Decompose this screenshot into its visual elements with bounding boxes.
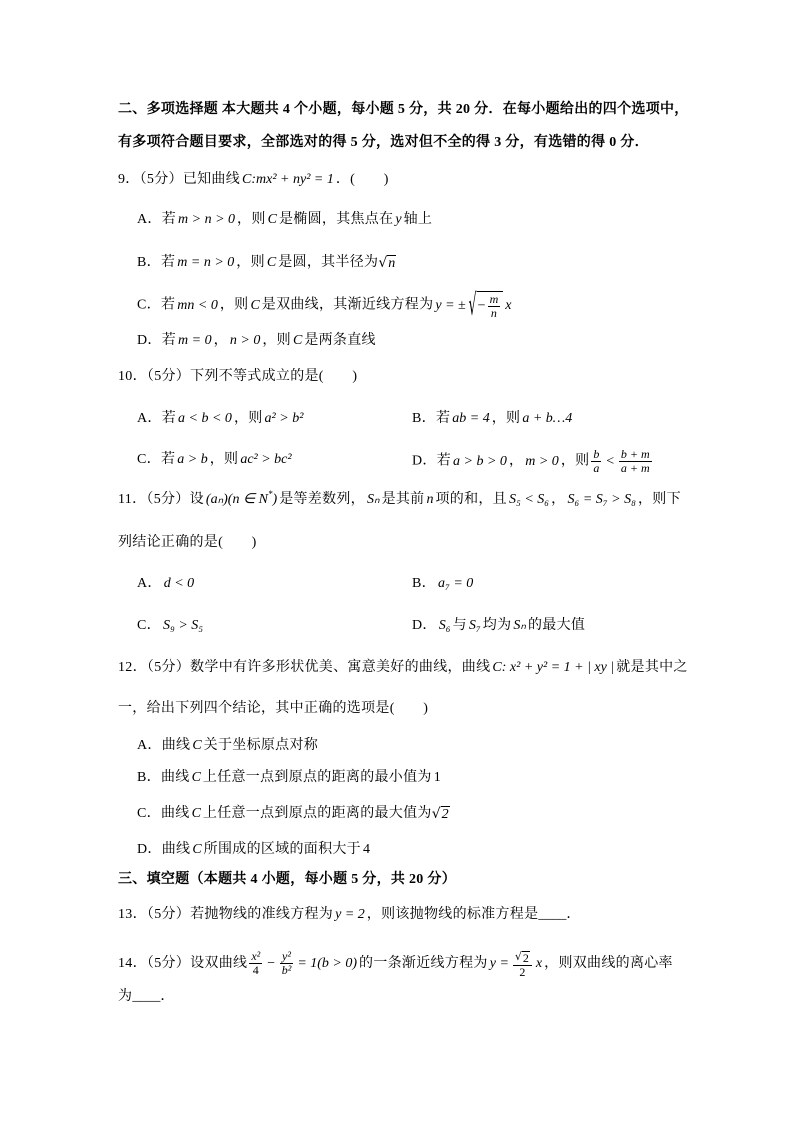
question-text: 设 [189,492,204,507]
answer-parentheses: ．( ) [335,172,389,187]
math-expression: a² > b² [264,411,304,426]
fraction-denominator: n [490,306,497,320]
question-text: 是等差数列， [279,492,365,507]
fraction-numerator: b [593,447,600,461]
fraction-denominator: a [593,461,600,475]
question-score: （5分） [139,172,183,187]
square-root [378,255,396,271]
question-number: 14． [118,955,147,971]
question-score: （5分） [146,907,191,922]
option-text: ，则 [236,255,265,270]
question-text: 设双曲线 [190,955,248,971]
option-text: 上任意一点到原点的距离的最大值为 [202,806,432,821]
option-text: ， [213,333,228,348]
q11-option-d [412,614,585,638]
math-expression: m = n > 0 [177,255,235,270]
question-text: ． [160,989,175,1004]
option-label: D． [137,842,162,857]
question-text: 下列不等式成立的是( ) [190,369,358,384]
math-expression: ac² > bc² [240,452,292,467]
q10-option-d [412,447,654,475]
option-label: D． [412,618,437,633]
question-number: 13． [118,907,147,922]
option-label: D． [137,333,162,348]
fraction-denominator: 4 [252,963,259,978]
math-expression: Sₙ [367,492,380,507]
option-label: C． [137,806,161,821]
question-text: 的一条渐近线方程为 [359,955,488,971]
question-number: 9． [118,172,140,187]
math-expression: m > n > 0 [178,212,236,227]
option-text: 若 [160,255,176,270]
question-14 [118,948,673,980]
math-expression: C [266,255,277,270]
q12-option-a [137,734,318,758]
option-text: ， [508,453,524,469]
section-heading-multiple-choice-line1: 二、多项选择题 本大题共 4 个小题，每小题 5 分，共 20 分．在每小题给出的四个选项中， [118,102,689,117]
question-number: 11． [118,492,147,507]
math-expression: a > b [177,452,208,467]
fraction-numerator: y² [280,950,294,964]
option-label: B． [412,576,436,591]
option-text: ，则 [491,411,521,426]
math-expression: − [266,955,276,971]
math-expression: C [250,297,260,313]
option-text: 上任意一点到原点的距离的最小值为 [202,770,432,785]
q11-option-c [137,614,205,638]
fraction-numerator: b + m [620,447,650,461]
q12-option-c [137,802,450,826]
question-9-stem [118,168,389,192]
math-expression: x [505,297,512,313]
option-text: 若 [160,452,176,467]
math-expression: C [267,212,277,227]
option-label: A． [137,576,162,591]
question-text: 若抛物线的准线方程为 [190,907,334,922]
q9-option-b [137,251,396,275]
option-text: ，则 [237,212,266,227]
option-text: 若 [435,411,451,426]
option-label: A． [137,738,162,753]
math-expression: Sₙ [513,618,526,633]
math-expression: S₆ = S₇ > S₈ [567,492,636,507]
option-text: 均为 [482,618,512,633]
option-text: ，则 [262,333,291,348]
option-label: B． [137,255,161,270]
math-expression: mn < 0 [177,297,218,313]
math-expression: ab = 4 [452,411,490,426]
question-11-stem-line2: 列结论正确的是( ) [118,535,257,550]
math-expression: C: x² + y² = 1 + | xy | [492,660,615,675]
minus-sign: − [477,298,486,314]
question-12-stem-line2: 一，给出下列四个结论，其中正确的选项是( ) [118,701,429,716]
question-text: ，则双曲线的离心率 [544,955,673,971]
option-text: 的最大值 [527,618,586,633]
option-text: 是两条直线 [304,333,376,348]
option-label: A． [137,212,162,227]
math-expression: a + b…4 [522,411,573,426]
option-text: 所围成的区域的面积大于 [203,842,361,857]
superscript: * [268,489,273,499]
math-expression: a₇ = 0 [437,576,474,591]
radical-sign: √ [514,950,522,964]
math-expression: m = 0 [178,333,212,348]
fraction [591,448,601,475]
option-text: ，则 [560,453,590,469]
option-text: 是椭圆，其焦点在 [279,212,394,227]
radicand [477,291,504,320]
question-text: ． [566,907,581,922]
radicand: 2 [441,806,449,822]
fraction-numerator: x² [251,949,261,964]
math-expression: m > 0 [525,453,559,469]
option-text: 曲线 [161,738,191,753]
question-13 [118,903,581,927]
math-expression: y = ± [435,297,466,313]
question-12-stem [118,656,688,680]
option-text: 是圆，其半径为 [278,255,379,270]
option-text: 曲线 [161,842,191,857]
fraction [249,950,262,977]
fraction [280,950,294,977]
option-text: ，则 [233,411,263,426]
fraction [619,448,652,475]
math-expression: C [192,738,202,753]
question-text: 是其前 [381,492,425,507]
question-text: ，则下 [637,492,681,507]
fraction-numerator: m [489,292,499,306]
option-label: C． [137,618,161,633]
q10-option-c [137,448,294,472]
q12-option-d [137,838,372,862]
math-expression: S₆ [438,618,451,633]
option-label: C． [137,297,161,313]
option-text: 关于坐标原点对称 [203,738,319,753]
math-expression: y = [489,955,509,971]
question-text: ， [551,492,566,507]
q11-option-a [137,572,196,596]
fraction-numerator [513,948,532,966]
option-label: D． [412,453,437,469]
radical-sign: √ [431,805,441,822]
fraction [488,293,501,320]
math-expression [205,489,278,507]
option-text: 若 [161,411,177,426]
option-label: A． [137,411,162,426]
math-expression: = 1(b > 0) [297,955,358,971]
math-expression: C [191,806,201,821]
fraction [513,948,532,979]
math-expression: n > 0 [229,333,261,348]
q11-option-b [412,572,475,596]
question-number: 12． [118,660,147,675]
option-text: 曲线 [160,806,190,821]
question-text: 已知曲线 [182,172,241,187]
option-text: 是双曲线，其渐近线方程为 [261,297,434,313]
math-expression: y = 2 [335,907,365,922]
math-expression: x [535,955,543,971]
radical-sign: √ [468,288,477,323]
math-expression: d < 0 [163,576,195,591]
answer-blank: ____ [132,989,161,1004]
section-heading-multiple-choice-line2: 有多项符合题目要求，全部选对的得 5 分，选对但不全的得 3 分，有选错的得 0 分． [118,135,649,150]
question-text: 数学中有许多形状优美、寓意美好的曲线，曲线 [190,660,491,675]
square-root [515,948,530,965]
question-10-stem [118,365,357,389]
q9-option-c [137,288,513,323]
math-part: ) [272,492,278,507]
question-14-line2 [118,985,175,1009]
math-expression: S₉ > S₅ [162,618,204,633]
option-text: 若 [160,297,176,313]
answer-blank: ____ [538,907,567,922]
question-text: ，则该抛物线的标准方程是 [366,907,539,922]
math-expression: < [605,453,615,469]
question-text: 项的和，且 [435,492,507,507]
math-expression: n [426,492,434,507]
square-root [468,288,504,323]
math-part: (aₙ)(n ∈ N [205,492,269,507]
q10-option-a [137,407,305,431]
option-label: C． [137,452,161,467]
square-root [432,806,450,822]
math-expression: C:mx² + ny² = 1 [242,172,334,187]
math-expression: S₇ [468,618,481,633]
question-score: （5分） [146,492,190,507]
option-label: B． [412,411,436,426]
question-score: （5分） [146,660,191,675]
math-expression: 1 [433,770,441,785]
option-text: 与 [452,618,467,633]
math-expression: 4 [362,842,370,857]
radicand: 2 [522,950,529,965]
math-expression: C [192,842,202,857]
q9-option-a [137,208,432,232]
question-score: （5分） [146,955,191,971]
option-text: 若 [436,453,452,469]
math-expression: y [395,212,402,227]
question-text: 为 [118,989,133,1004]
q12-option-b [137,766,443,790]
fraction-denominator: a + m [620,461,650,475]
math-expression: C [191,770,201,785]
option-text: 若 [161,333,177,348]
option-label: B． [137,770,161,785]
question-text: 就是其中之 [616,660,688,675]
q9-option-d [137,329,376,353]
fraction-denominator: b² [281,963,292,978]
option-text: ，则 [209,452,239,467]
math-expression: C [292,333,303,348]
question-number: 10． [118,369,147,384]
math-expression: a < b < 0 [178,411,232,426]
option-text: 曲线 [160,770,190,785]
section-heading-fill-in-blank: 三、填空题（本题共 4 小题，每小题 5 分，共 20 分） [118,872,456,887]
q10-option-b [412,407,574,431]
option-text: 轴上 [403,212,433,227]
radicand: n [388,255,396,271]
option-text: ，则 [219,297,249,313]
question-score: （5分） [146,369,191,384]
option-text: 若 [161,212,177,227]
fraction-denominator: 2 [519,965,526,980]
math-expression: a > b > 0 [453,453,507,469]
radical-sign: √ [378,254,388,271]
math-expression: S₅ < S₆ [508,492,550,507]
question-11-stem [118,488,681,512]
